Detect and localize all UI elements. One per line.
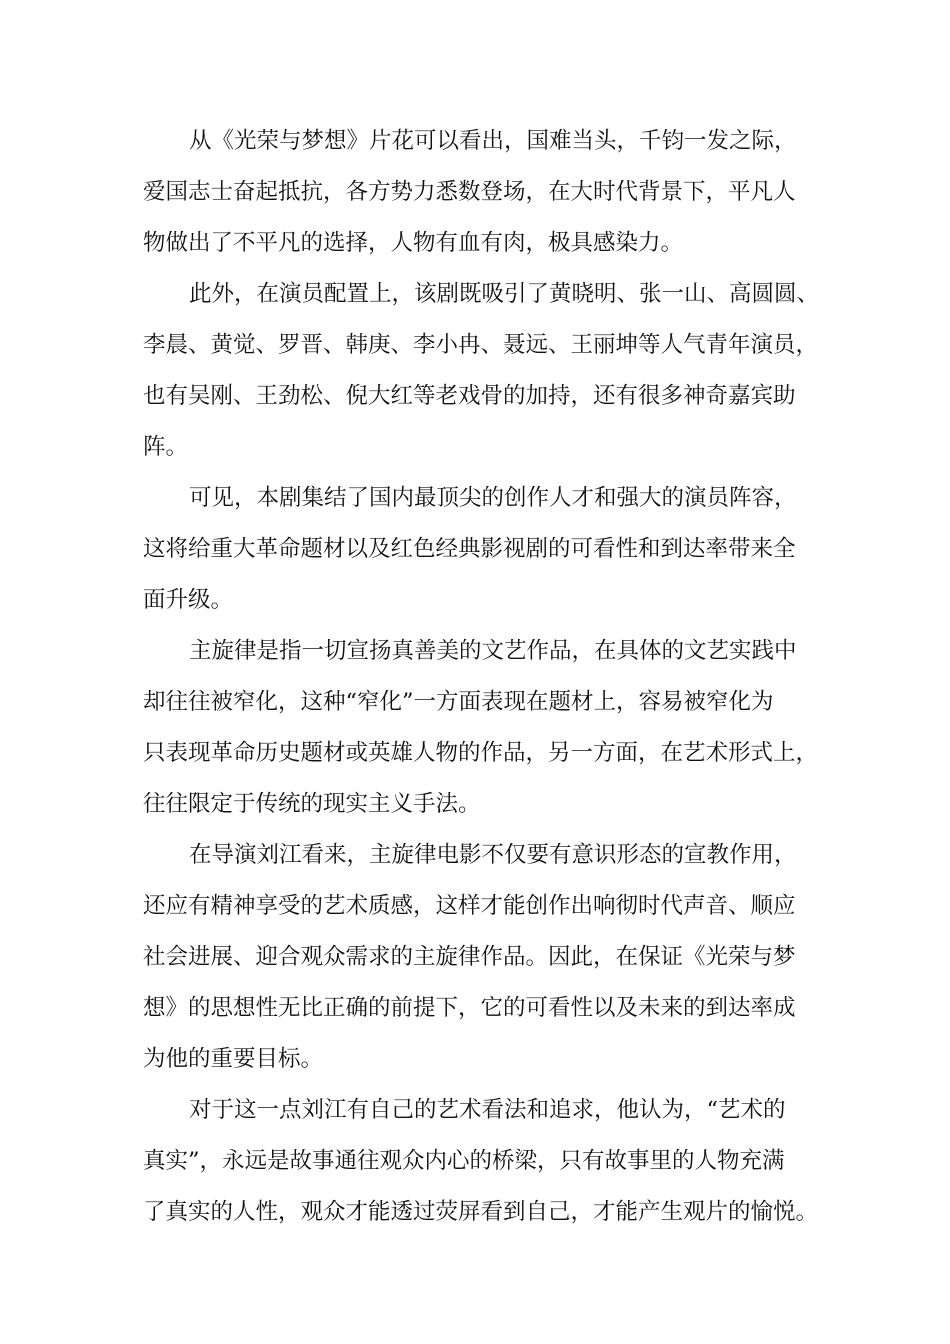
paragraph-2-line-2: 李晨、黄觉、罗晋、韩庚、李小冉、聂远、王丽坤等人气青年演员， <box>143 332 819 358</box>
paragraph-1-line-2: 爱国志士奋起抵抗，各方势力悉数登场，在大时代背景下，平凡人 <box>143 179 796 205</box>
paragraph-1-line-1: 从《光荣与梦想》片花可以看出，国难当头，千钧一发之际， <box>189 128 797 154</box>
paragraph-4-line-1: 主旋律是指一切宣扬真善美的文艺作品，在具体的文艺实践中 <box>189 638 797 664</box>
paragraph-6-line-3: 了真实的人性，观众才能透过荧屏看到自己，才能产生观片的愉悦。 <box>143 1199 819 1225</box>
paragraph-5-line-2: 还应有精神享受的艺术质感，这样才能创作出响彻时代声音、顺应 <box>143 893 796 919</box>
paragraph-5-line-3: 社会进展、迎合观众需求的主旋律作品。因此，在保证《光荣与梦 <box>143 944 796 970</box>
paragraph-2-line-3: 也有吴刚、王劲松、倪大红等老戏骨的加持，还有很多神奇嘉宾助 <box>143 383 796 409</box>
paragraph-5-line-1: 在导演刘江看来，主旋律电影不仅要有意识形态的宣教作用， <box>189 842 797 868</box>
paragraph-4-line-4: 往往限定于传统的现实主义手法。 <box>143 791 481 817</box>
paragraph-5-line-5: 为他的重要目标。 <box>143 1046 324 1072</box>
paragraph-2-line-4: 阵。 <box>143 434 189 460</box>
paragraph-1-line-3: 物做出了不平凡的选择，人物有血有肉，极具感染力。 <box>143 230 684 256</box>
paragraph-6-line-2: 真实”，永远是故事通往观众内心的桥梁，只有故事里的人物充满 <box>143 1148 785 1174</box>
paragraph-2-line-1: 此外，在演员配置上，该剧既吸引了黄晓明、张一山、高圆圆、 <box>189 281 820 307</box>
paragraph-4-line-2: 却往往被窄化，这种“窄化”一方面表现在题材上，容易被窄化为 <box>143 689 774 715</box>
paragraph-5-line-4: 想》的思想性无比正确的前提下，它的可看性以及未来的到达率成 <box>143 995 796 1021</box>
paragraph-3-line-3: 面升级。 <box>143 587 234 613</box>
paragraph-3-line-1: 可见，本剧集结了国内最顶尖的创作人才和强大的演员阵容， <box>189 485 797 511</box>
paragraph-3-line-2: 这将给重大革命题材以及红色经典影视剧的可看性和到达率带来全 <box>143 536 796 562</box>
paragraph-4-line-3: 只表现革命历史题材或英雄人物的作品，另一方面，在艺术形式上， <box>143 740 819 766</box>
paragraph-6-line-1: 对于这一点刘江有自己的艺术看法和追求，他认为，“艺术的 <box>189 1097 786 1123</box>
